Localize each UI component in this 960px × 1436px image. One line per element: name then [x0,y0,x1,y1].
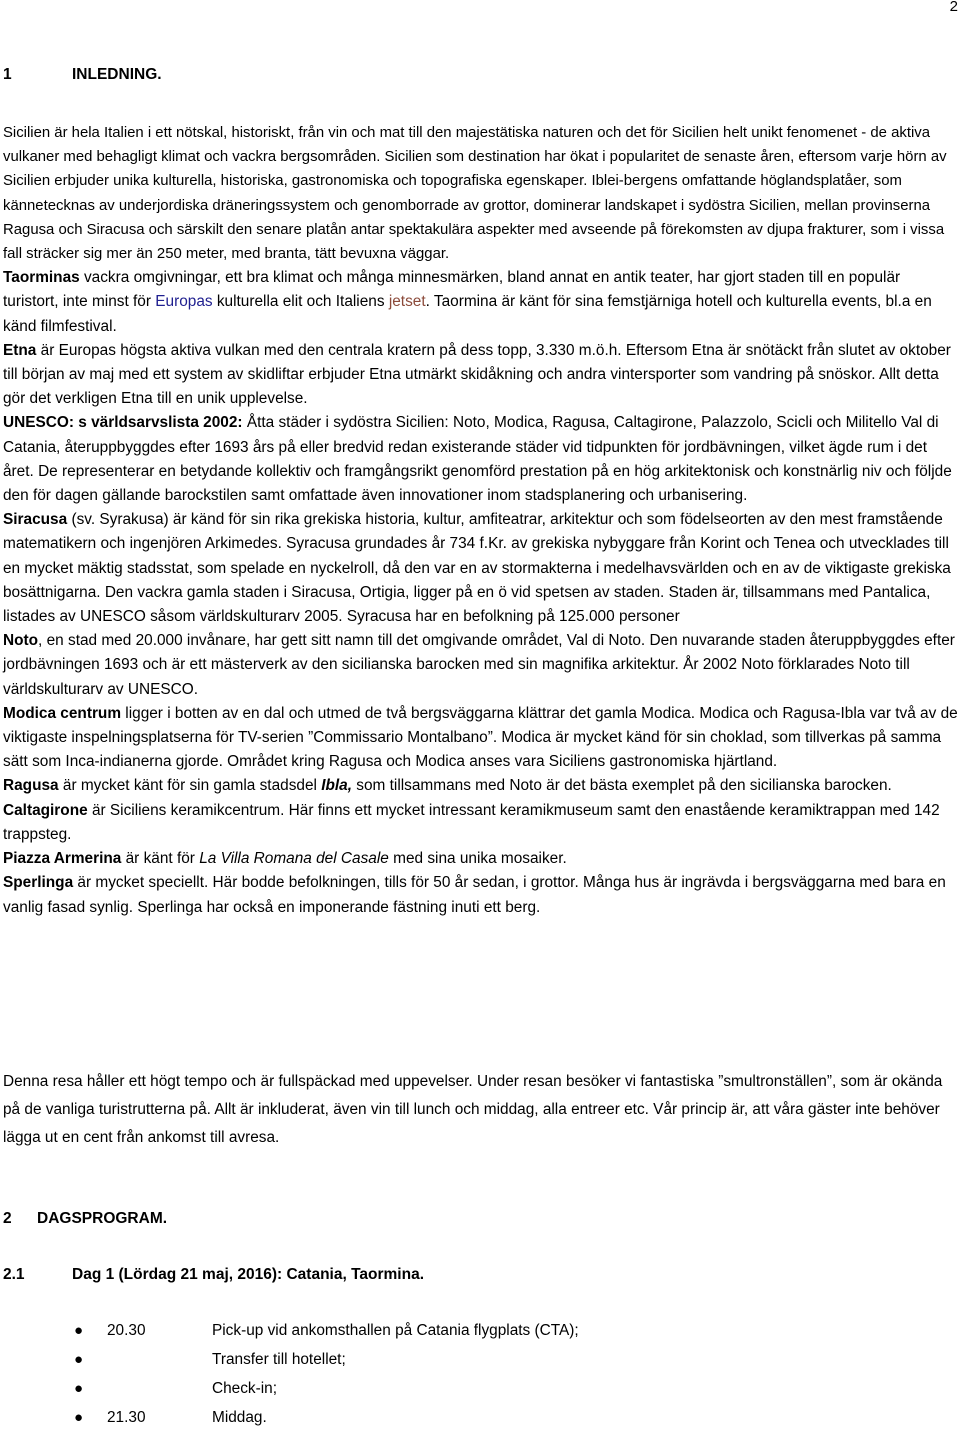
piazza-text-2: med sina unika mosaiker. [388,850,567,868]
sperlinga-paragraph [3,871,959,919]
heading-inledning [3,66,162,84]
schedule-text: Pick-up vid ankomsthallen på Catania flygplats (CTA); [212,1322,579,1339]
bullet-icon: ● [74,1322,84,1339]
heading-number: 2 [3,1210,12,1227]
villa-name: La Villa Romana del Casale [199,850,389,868]
heading-title: INLEDNING. [72,66,162,83]
heading-dagsprogram [3,1210,167,1228]
taormina-text: vackra omgivningar, ett bra klimat och många minnesmärken, bland annat en antik teater, har gjort staden till en populär turistort, inte minst för [3,269,901,311]
ragusa-paragraph [3,774,959,798]
closing-text: Denna resa håller ett högt tempo och är fullspäckad med uppevelser. Under resan besöker vi fantastiska ”smultronställen”, som är okända på de vanliga turistrutterna på. Allt är inkluderat, även vin till lunch och middag, alla entreer etc. Vår princip är, att våra gäster inte behöver lägga ut en cent från ankomst till avresa. [3,1073,943,1146]
caltagirone-text: är Siciliens keramikcentrum. Här finns ett mycket intressant keramikmuseum samt den enastående keramiktrappan med 142 trappsteg. [3,801,940,843]
heading-number: 1 [3,66,12,83]
caltagirone-paragraph [3,799,959,847]
schedule-text: Transfer till hotellet; [212,1351,346,1368]
ragusa-name: Ragusa [3,777,59,795]
taormina-text-3: . Taormina är känt för sina femstjärniga hotell och kulturella events, bl.a en känd filmfestival. [3,293,932,335]
schedule-text: Middag. [212,1409,267,1426]
siracusa-paragraph [3,508,959,629]
page-number: 2 [949,0,958,15]
heading-dag-1 [3,1266,424,1284]
unesco-label: UNESCO: s världsarvslista 2002: [3,414,243,432]
sperlinga-text: är mycket speciellt. Här bodde befolkningen, tills för 50 år sedan, i grottor. Många hus är ingrävda i bergsväggarna med bara en vanlig fasad synlig. Sperlinga har också en imponerande fästning inuti ett berg. [3,874,946,916]
europas-link: Europas [155,293,213,311]
bullet-icon: ● [74,1380,84,1397]
modica-name: Modica centrum [3,704,122,722]
taormina-text-2: kulturella elit och Italiens [212,293,389,311]
etna-paragraph [3,339,959,412]
piazza-paragraph [3,847,959,871]
schedule-text: Check-in; [212,1380,278,1397]
ragusa-text: är mycket känt för sin gamla stadsdel [58,777,322,795]
sperlinga-name: Sperlinga [3,874,74,892]
piazza-name: Piazza Armerina [3,850,122,868]
etna-text: är Europas högsta aktiva vulkan med den centrala kratern på dess topp, 3.330 m.ö.h. Eftersom Etna är snötäckt från slutet av oktober till början av maj med ett system av skidliftar erbjuder Etna utmärkt skidåkning och andra vintersporter som vandring på snöskor. Allt detta gör det verkligen Etna till en unik upplevelse. [3,341,951,408]
taormina-paragraph [3,266,959,339]
schedule-time: 20.30 [107,1322,146,1339]
schedule-time: 21.30 [107,1409,146,1426]
siracusa-name: Siracusa [3,511,68,529]
heading-title: DAGSPROGRAM. [37,1210,168,1227]
noto-paragraph [3,629,959,702]
caltagirone-name: Caltagirone [3,801,88,819]
taormina-name: Taorminas [3,269,80,287]
intro-paragraph: Sicilien är hela Italien i ett nötskal, historiskt, från vin och mat till den majestätiska naturen och det för Sicilien helt unikt fenomenet - de aktiva vulkaner med behagligt klimat och vackra bergsområden. Sicilien som destination har ökat i popularitet de senaste åren, eftersom varje hörn av Sicilien erbjuder unika kulturella, historiska, gastronomiska och topografiska egenskaper. Iblei-bergens omfattande höglandsplatåer, som kännetecknas av underjordiska dräneringssystem och genomborrade av grottor, dominerar landskapet i sydöstra Sicilien, mellan provinserna Ragusa och Siracusa och särskilt den senare platån antar spektakulära aspekter med avseende på förekomsten av djupa frakturer, som i vissa fall sträcker sig mer än 250 meter, med branta, tätt bevuxna väggar. [3,125,947,263]
heading-number: 2.1 [3,1266,25,1283]
jetset-link: jetset [388,293,426,311]
bullet-icon: ● [74,1409,84,1426]
siracusa-text: (sv. Syrakusa) är känd för sin rika grekiska historia, kultur, amfiteatrar, arkitektur och som födelseorten av den mest framstående matematikern och ingenjören Arkimedes. Syracusa grundades år 734 f.Kr. av grekiska nybyggare från Korint och Tenea och utvecklades till en mycket mäktig stadsstat, som spelade en nyckelroll, då den var en av stormakterna i medelhavsvärlden och en av de viktigaste grekiska bosättnigarna. Den vackra gamla staden i Siracusa, Ortigia, ligger på en ö vid spetsen av staden. Staden är, tillsammans med Pantalica, listades av UNESCO såsom världskulturarv 2005. Syracusa har en befolkning på 125.000 personer [3,511,951,626]
modica-text: ligger i botten av en dal och utmed de två bergsväggarna klättrar det gamla Modica. Modica och Ragusa-Ibla var två av de viktigaste inspelningsplatserna för TV-serien ”Commissario Montalbano”. Modica är mycket känd för sin choklad, som tillverkas på samma sätt som Inca-indianerna gjorde. Området kring Ragusa och Modica anses vara Siciliens gastronomiska hjärtland. [3,704,958,771]
unesco-text: Åtta städer i sydöstra Sicilien: Noto, Modica, Ragusa, Caltagirone, Palazzolo, Scicli och Militello Val di Catania, återuppbyggdes efter 1693 års på eller bredvid redan existerande städer vid tidpunkten för jordbävningen, vilket ägde rum i det året. De representerar en betydande kollektiv och framgångsrikt genomförd prestation på en hög arkitektonisk och konstnärlig niv och följde den för dagen gällande barockstilen samt omfattade även innovationer inom stadsplanering och urbanisering. [3,414,952,505]
modica-paragraph [3,702,959,775]
closing-paragraph [3,1068,959,1152]
ragusa-text-2: som tillsammans med Noto är det bästa exemplet på den sicilianska barocken. [352,777,892,795]
noto-name: Noto [3,632,39,650]
piazza-text: är känt för [121,850,200,868]
noto-text: , en stad med 20.000 invånare, har gett sitt namn till det omgivande området, Val di Noto. Den nuvarande staden återuppbyggdes efter jordbävningen 1693 och är ett mästerverk av den sicilianska barocken med sin magnifika arkitektur. År 2002 Noto förklarades Noto till världskulturarv av UNESCO. [3,632,955,698]
etna-name: Etna [3,341,37,359]
heading-title: Dag 1 (Lördag 21 maj, 2016): Catania, Taormina. [72,1266,425,1283]
bullet-icon: ● [74,1351,84,1368]
ibla-name: Ibla, [321,777,353,795]
main-text [3,121,959,920]
unesco-paragraph [3,411,959,508]
